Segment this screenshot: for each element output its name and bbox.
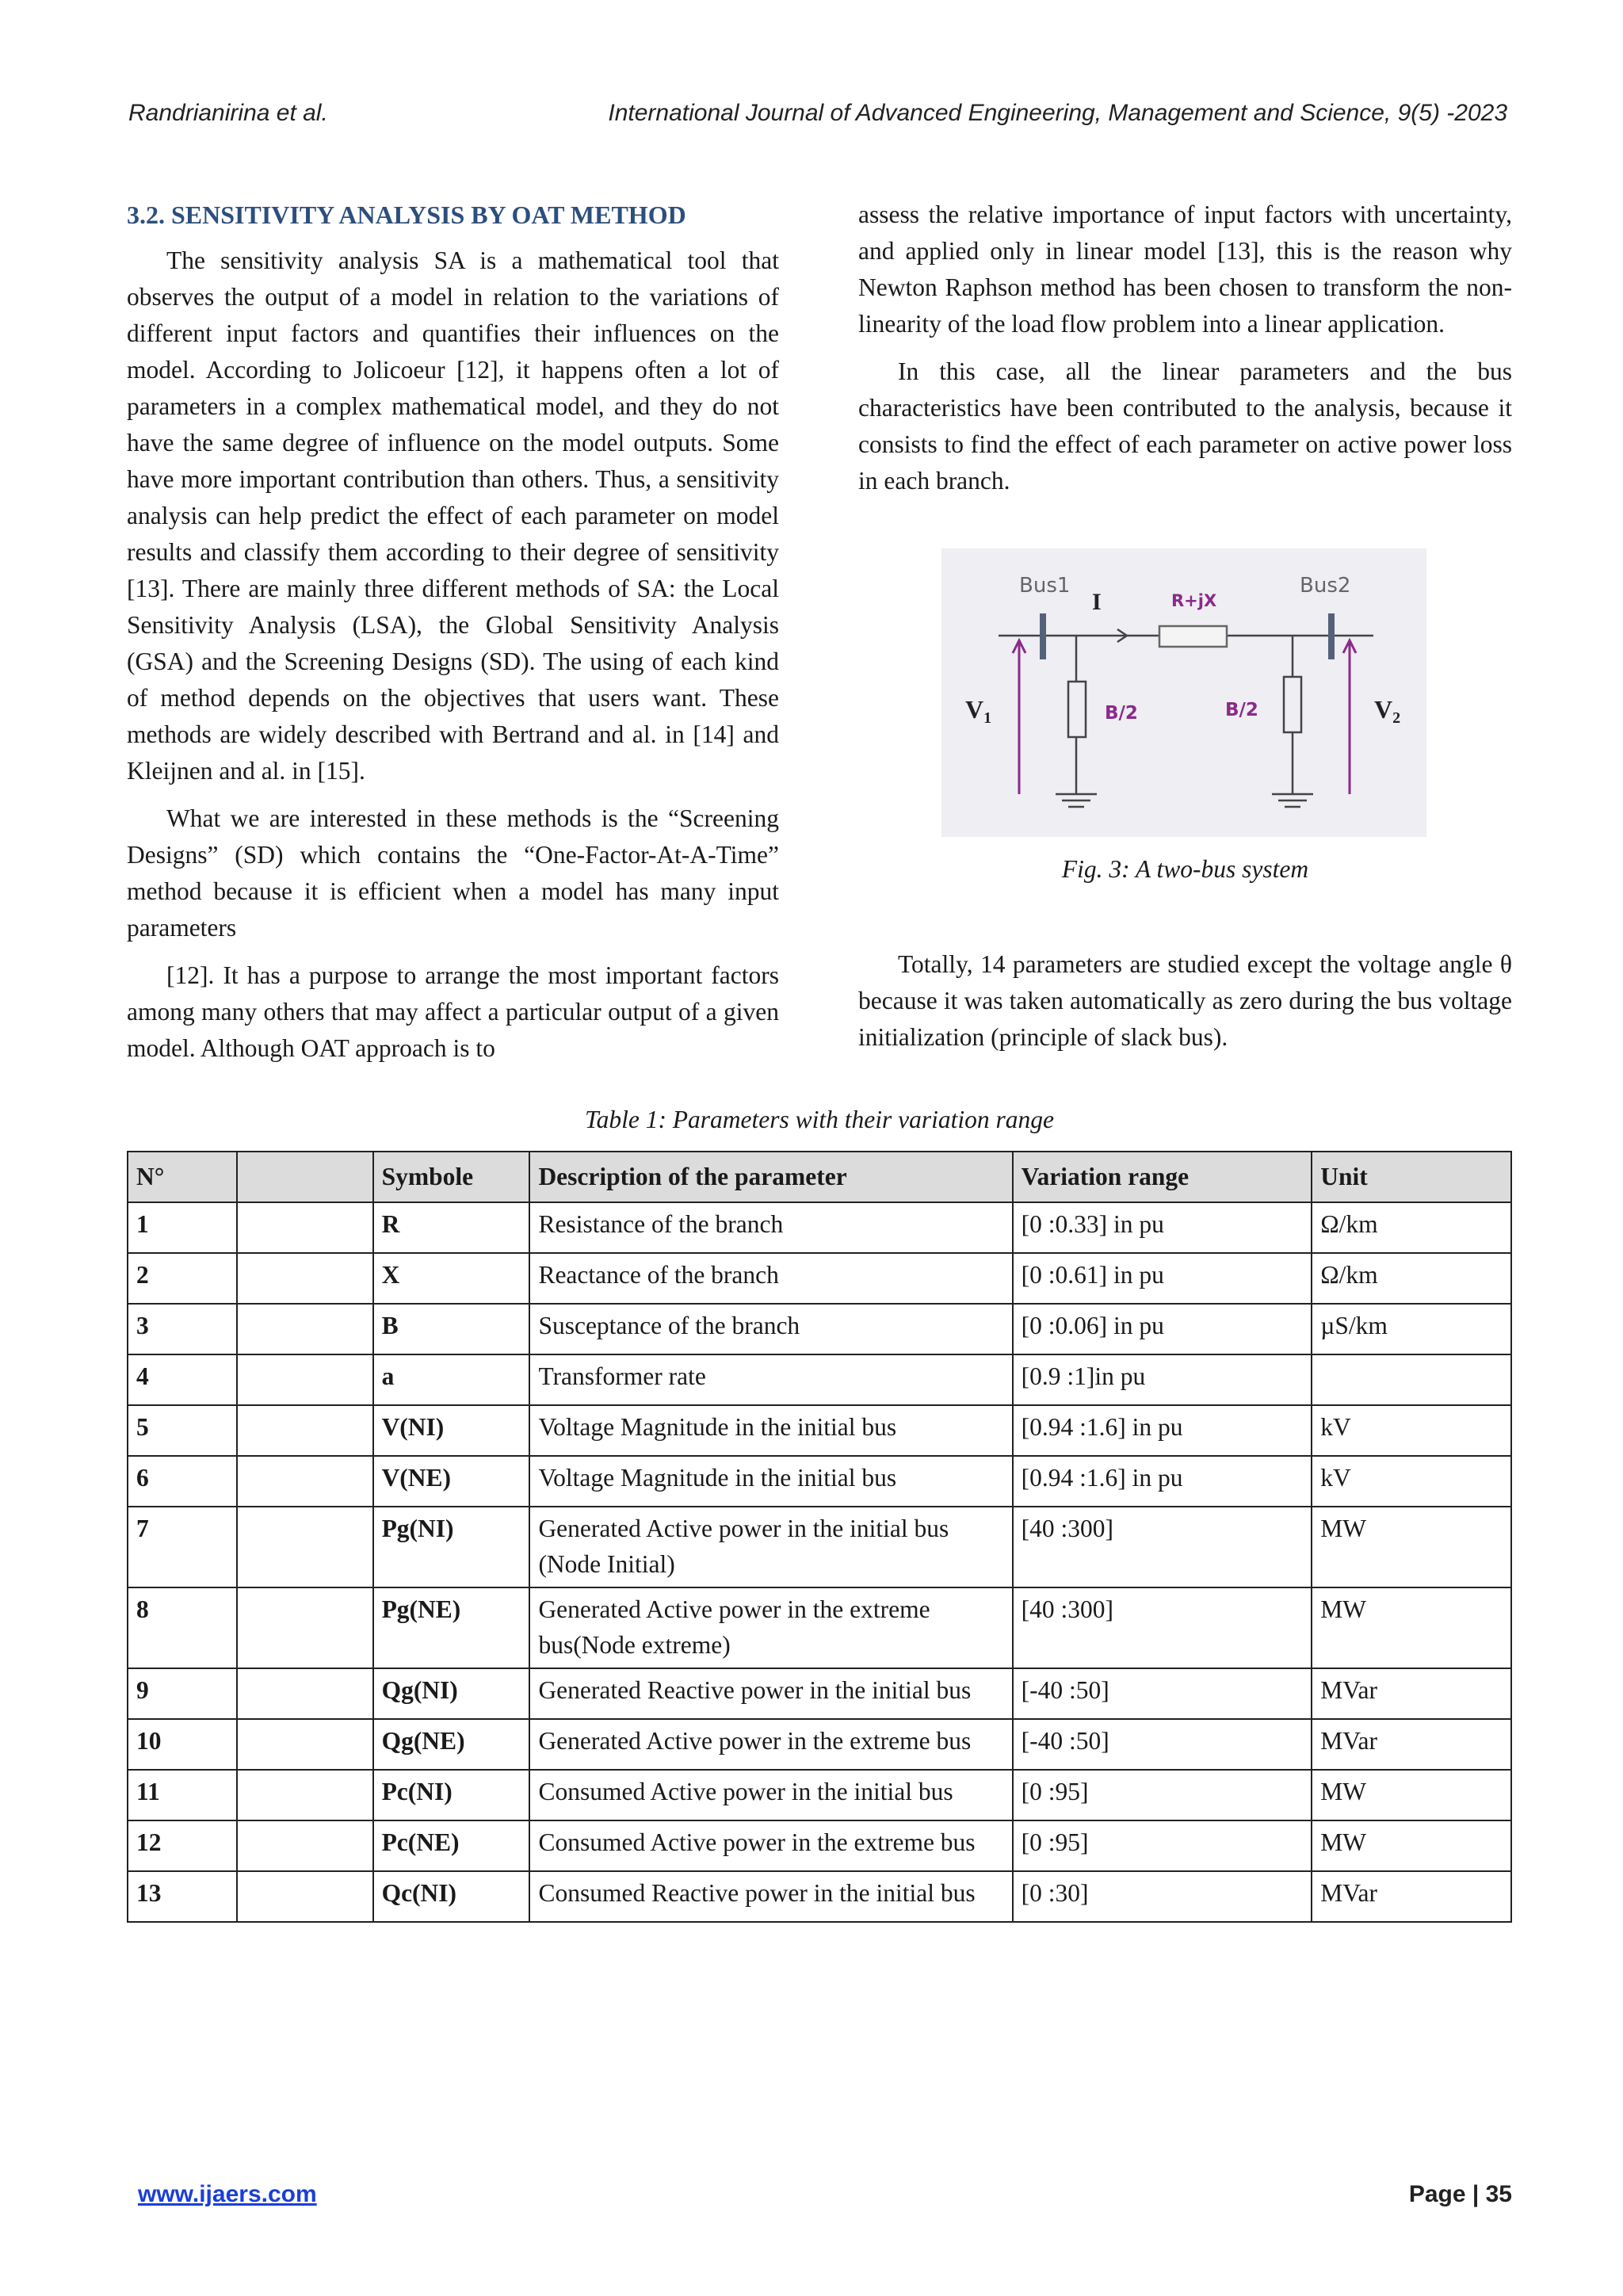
- header-description: Description of the parameter: [529, 1152, 1012, 1202]
- cell-unit: MW: [1312, 1770, 1511, 1820]
- cell-range: [40 :300]: [1013, 1507, 1312, 1587]
- cell-number: 12: [128, 1820, 237, 1871]
- paragraph-oat-purpose: [12]. It has a purpose to arrange the most important factors among many others that may affect a particular output of a given model. Although OAT approach is to: [127, 961, 779, 1062]
- v2-letter: V: [1374, 695, 1393, 724]
- paragraph-oat-continued: assess the relative importance of input factors with uncertainty, and applied only in linear model [13], this is the reason why Newton Raphson method has been chosen to transform the non-linearity of the load flow problem into a linear application.: [858, 201, 1512, 338]
- cell-symbol: Qg(NE): [373, 1719, 530, 1770]
- cell-blank: [237, 1770, 373, 1820]
- table-row: [128, 1820, 1511, 1871]
- cell-symbol: X: [373, 1253, 530, 1304]
- cell-unit: MVar: [1312, 1668, 1511, 1719]
- cell-symbol: Qc(NI): [373, 1871, 530, 1922]
- table-row: [128, 1304, 1511, 1354]
- bus2-label: Bus2: [1300, 574, 1351, 598]
- cell-symbol: Pg(NE): [373, 1587, 530, 1668]
- cell-blank: [237, 1668, 373, 1719]
- cell-description: Voltage Magnitude in the initial bus: [529, 1456, 1012, 1507]
- cell-description: Consumed Reactive power in the initial bus: [529, 1871, 1012, 1922]
- table-row: [128, 1253, 1511, 1304]
- table-row: [128, 1770, 1511, 1820]
- table-row: [128, 1668, 1511, 1719]
- bus2-bar: [1328, 613, 1335, 659]
- cell-range: [-40 :50]: [1013, 1668, 1312, 1719]
- table-row: [128, 1354, 1511, 1405]
- cell-description: Resistance of the branch: [529, 1202, 1012, 1253]
- cell-description: Generated Active power in the initial bus (Node Initial): [529, 1507, 1012, 1587]
- impedance-label: R+jX: [1171, 591, 1217, 610]
- paragraph-screening-designs: What we are interested in these methods is the “Screening Designs” (SD) which contains the “One-Factor-At-A-Time” method because it is efficient when a model has many input parameters: [127, 804, 779, 942]
- v1-subscript: 1: [983, 709, 992, 727]
- cell-unit: Ω/km: [1312, 1202, 1511, 1253]
- right-column-lower: [858, 946, 1512, 1067]
- cell-symbol: V(NI): [373, 1405, 530, 1456]
- table-body: [128, 1202, 1511, 1922]
- cell-number: 13: [128, 1871, 237, 1922]
- cell-blank: [237, 1587, 373, 1668]
- header-range: Variation range: [1013, 1152, 1312, 1202]
- shunt-left-element: [1068, 682, 1086, 737]
- shunt-left-label: B/2: [1105, 703, 1138, 724]
- header-blank: [237, 1152, 373, 1202]
- cell-number: 1: [128, 1202, 237, 1253]
- cell-description: Generated Reactive power in the initial bus: [529, 1668, 1012, 1719]
- cell-number: 7: [128, 1507, 237, 1587]
- cell-number: 9: [128, 1668, 237, 1719]
- impedance-box: [1159, 626, 1227, 647]
- right-column: [858, 197, 1512, 510]
- cell-unit: Ω/km: [1312, 1253, 1511, 1304]
- paragraph-total-parameters: Totally, 14 parameters are studied except the voltage angle θ because it was taken automatically as zero during the bus voltage initialization (principle of slack bus).: [858, 950, 1512, 1051]
- table-row: [128, 1456, 1511, 1507]
- cell-blank: [237, 1719, 373, 1770]
- table-row: [128, 1719, 1511, 1770]
- cell-range: [0.94 :1.6] in pu: [1013, 1405, 1312, 1456]
- bus1-bar: [1040, 613, 1046, 659]
- cell-description: Generated Active power in the extreme bus: [529, 1719, 1012, 1770]
- cell-description: Consumed Active power in the extreme bus: [529, 1820, 1012, 1871]
- cell-description: Transformer rate: [529, 1354, 1012, 1405]
- cell-number: 5: [128, 1405, 237, 1456]
- cell-symbol: Pg(NI): [373, 1507, 530, 1587]
- v1-letter: V: [965, 695, 984, 724]
- table-row: [128, 1587, 1511, 1668]
- cell-blank: [237, 1354, 373, 1405]
- header-number: N°: [128, 1152, 237, 1202]
- cell-range: [0 :95]: [1013, 1770, 1312, 1820]
- running-header-authors: Randrianirina et al.: [128, 100, 328, 126]
- cell-symbol: R: [373, 1202, 530, 1253]
- cell-number: 6: [128, 1456, 237, 1507]
- running-header-journal: International Journal of Advanced Engineering, Management and Science, 9(5) -2023: [608, 100, 1507, 126]
- cell-unit: MVar: [1312, 1719, 1511, 1770]
- cell-blank: [237, 1405, 373, 1456]
- cell-blank: [237, 1253, 373, 1304]
- figure-caption: Fig. 3: A two-bus system: [1061, 855, 1309, 883]
- cell-description: Consumed Active power in the initial bus: [529, 1770, 1012, 1820]
- parameters-table: [127, 1151, 1512, 1923]
- header-unit: Unit: [1312, 1152, 1511, 1202]
- section-title: 3.2. SENSITIVITY ANALYSIS BY OAT METHOD: [127, 201, 686, 229]
- page-number: Page | 35: [1408, 2181, 1512, 2207]
- journal-website-link[interactable]: www.ijaers.com: [138, 2181, 317, 2207]
- cell-symbol: a: [373, 1354, 530, 1405]
- cell-symbol: Pc(NI): [373, 1770, 530, 1820]
- cell-number: 2: [128, 1253, 237, 1304]
- two-bus-figure: [941, 548, 1426, 837]
- cell-range: [0 :0.06] in pu: [1013, 1304, 1312, 1354]
- cell-range: [0 :95]: [1013, 1820, 1312, 1871]
- table-row: [128, 1871, 1511, 1922]
- cell-number: 8: [128, 1587, 237, 1668]
- cell-range: [-40 :50]: [1013, 1719, 1312, 1770]
- paragraph-linear-parameters: In this case, all the linear parameters and the bus characteristics have been contributed to the analysis, because it consists to find the effect of each parameter on active power loss in each branch.: [858, 357, 1512, 495]
- cell-blank: [237, 1507, 373, 1587]
- cell-description: Voltage Magnitude in the initial bus: [529, 1405, 1012, 1456]
- cell-blank: [237, 1304, 373, 1354]
- cell-description: Reactance of the branch: [529, 1253, 1012, 1304]
- v2-label: [1374, 695, 1400, 727]
- cell-unit: MW: [1312, 1587, 1511, 1668]
- cell-range: [0 :30]: [1013, 1871, 1312, 1922]
- paragraph-sa-intro: The sensitivity analysis SA is a mathematical tool that observes the output of a model in relation to the variations of different input factors and quantifies their influences on the model. According to Jolicoeur [12], it happens often a lot of parameters in a complex mathematical model, and they do not have the same degree of influence on the model outputs. Some have more important contribution than others. Thus, a sensitivity analysis can help predict the effect of each parameter on model results and classify them according to their degree of sensitivity [13]. There are mainly three different methods of SA: the Local Sensitivity Analysis (LSA), the Global Sensitivity Analysis (GSA) and the Screening Designs (SD). The using of each kind of method depends on the objectives that users want. These methods are widely described with Bertrand and al. in [14] and Kleijnen and al. in [15].: [127, 246, 779, 785]
- cell-unit: µS/km: [1312, 1304, 1511, 1354]
- v1-label: [965, 695, 991, 727]
- cell-blank: [237, 1202, 373, 1253]
- table-row: [128, 1202, 1511, 1253]
- left-column: [127, 197, 779, 1078]
- table-row: [128, 1507, 1511, 1587]
- cell-blank: [237, 1456, 373, 1507]
- cell-range: [0 :0.61] in pu: [1013, 1253, 1312, 1304]
- cell-unit: kV: [1312, 1456, 1511, 1507]
- cell-blank: [237, 1871, 373, 1922]
- cell-range: [0 :0.33] in pu: [1013, 1202, 1312, 1253]
- current-label: I: [1092, 589, 1102, 615]
- cell-unit: MW: [1312, 1820, 1511, 1871]
- shunt-right-label: B/2: [1225, 700, 1258, 720]
- cell-number: 4: [128, 1354, 237, 1405]
- cell-range: [0.94 :1.6] in pu: [1013, 1456, 1312, 1507]
- table-row: [128, 1405, 1511, 1456]
- cell-unit: [1312, 1354, 1511, 1405]
- table-header-row: [128, 1152, 1511, 1202]
- v2-subscript: 2: [1392, 709, 1401, 727]
- cell-blank: [237, 1820, 373, 1871]
- cell-description: Generated Active power in the extreme bus(Node extreme): [529, 1587, 1012, 1668]
- cell-unit: MVar: [1312, 1871, 1511, 1922]
- cell-description: Susceptance of the branch: [529, 1304, 1012, 1354]
- cell-number: 11: [128, 1770, 237, 1820]
- cell-range: [40 :300]: [1013, 1587, 1312, 1668]
- cell-symbol: Qg(NI): [373, 1668, 530, 1719]
- bus1-label: Bus1: [1019, 574, 1071, 598]
- cell-symbol: Pc(NE): [373, 1820, 530, 1871]
- header-symbol: Symbole: [373, 1152, 530, 1202]
- cell-range: [0.9 :1]in pu: [1013, 1354, 1312, 1405]
- table-caption: Table 1: Parameters with their variation range: [584, 1106, 1055, 1133]
- cell-symbol: B: [373, 1304, 530, 1354]
- cell-number: 10: [128, 1719, 237, 1770]
- cell-unit: kV: [1312, 1405, 1511, 1456]
- cell-unit: MW: [1312, 1507, 1511, 1587]
- cell-symbol: V(NE): [373, 1456, 530, 1507]
- shunt-right-element: [1284, 677, 1301, 732]
- two-bus-diagram: [941, 548, 1426, 837]
- cell-number: 3: [128, 1304, 237, 1354]
